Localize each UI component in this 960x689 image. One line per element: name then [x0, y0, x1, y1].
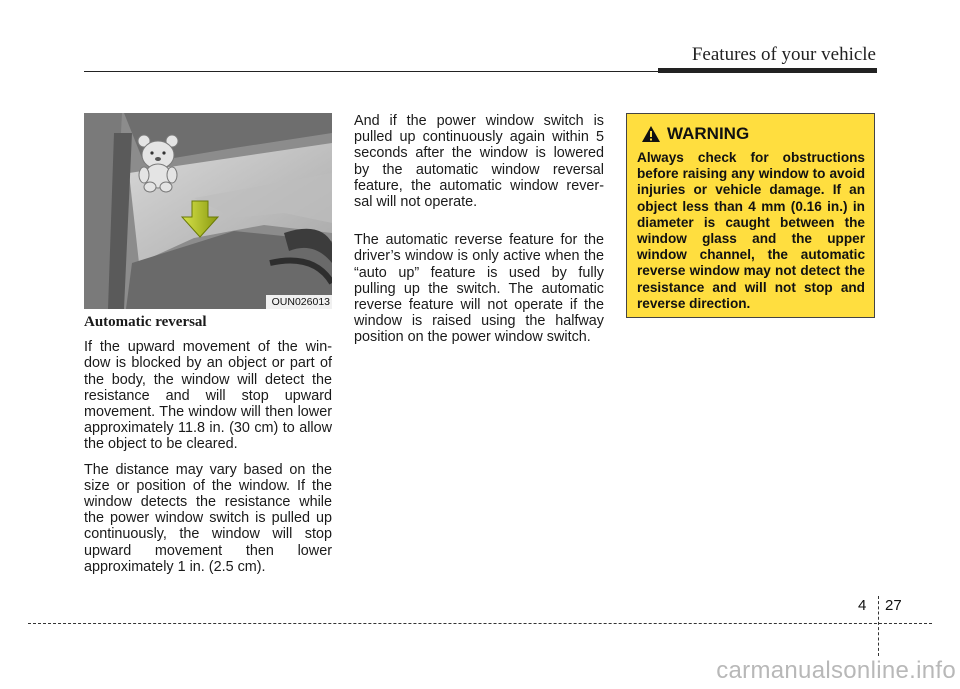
warning-header [641, 124, 874, 144]
header-rule [84, 71, 877, 72]
watermark: carmanualsonline.info [716, 657, 956, 684]
paragraph: If the upward movement of the win- dow is blocked by an object or part of the body, the window will detect the resistance and will stop upward movement. The window will then lower approximately 11.8 in. (30 cm) to allow the object to be cleared. [84, 339, 332, 453]
window-reversal-photo [84, 113, 332, 309]
footer-rule [28, 623, 932, 624]
section-title: Features of your vehicle [691, 44, 876, 65]
footer-divider [878, 596, 879, 656]
subheading-automatic-reversal: Automatic reversal [84, 314, 207, 330]
page-number: 27 [885, 597, 902, 614]
figure-code: OUN026013 [266, 295, 332, 309]
middle-column [354, 113, 604, 355]
warning-text: Always check for obstructions before raising any window to avoid injuries or vehicle damage. If an object less than 4 mm (0.16 in.) in diameter is caught between the window glass and the upper window channel, the automatic reverse window may not detect the resistance and will not stop and reverse direction. [637, 150, 865, 311]
paragraph: The distance may vary based on the size or position of the window. If the window detects the resistance while the power window switch is pulled up continuously, the window will stop upward movement then lower approximately 1 in. (2.5 cm). [84, 461, 332, 575]
paragraph: And if the power window switch is pulled up continuously again within 5 seconds after the window is lowered by the automatic window reversal feature, the automatic window rever- sal will not operate. [354, 113, 604, 211]
warning-title: WARNING [667, 124, 750, 143]
paragraph: The automatic reverse feature for the driver’s window is only active when the “auto up” feature is used by fully pulling up the switch. The automatic reverse feature will not operate if the window is raised using the halfway position on the power window switch. [354, 232, 604, 346]
chapter-number: 4 [858, 597, 867, 614]
left-column [84, 314, 332, 584]
car-window-illustration [84, 113, 332, 309]
warning-box [626, 113, 875, 318]
warning-triangle-icon [641, 125, 661, 143]
